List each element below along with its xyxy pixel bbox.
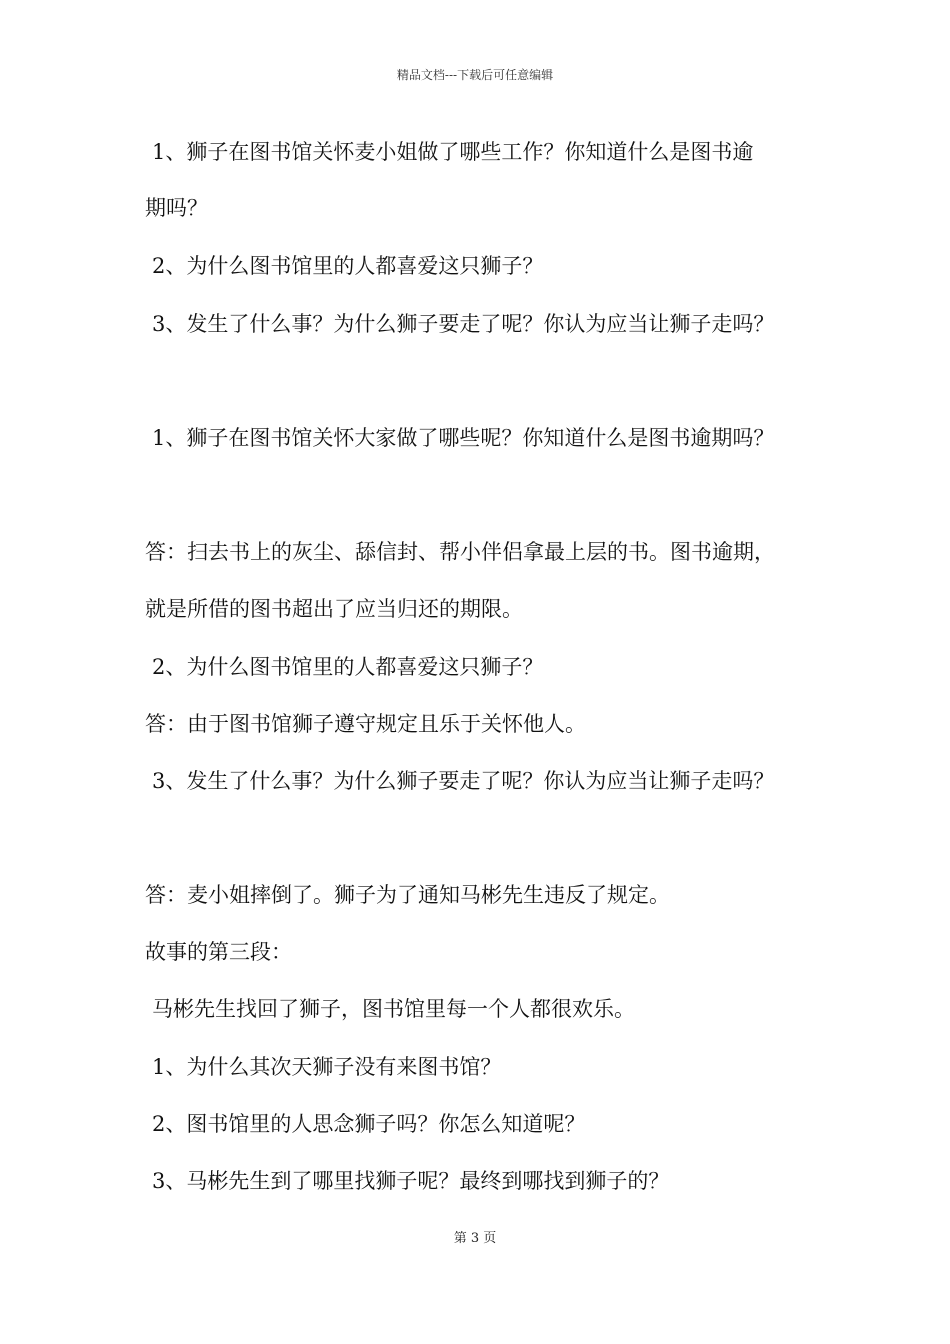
page-header: 精品文档---下载后可任意编辑 (396, 68, 554, 82)
question-1-line-1: 1、狮子在图书馆关怀麦小姐做了哪些工作？你知道什么是图书逾 (152, 140, 754, 164)
section3-question-2: 2、图书馆里的人思念狮子吗？你怎么知道呢？ (152, 1112, 586, 1136)
question-2: 2、为什么图书馆里的人都喜爱这只狮子？ (152, 254, 544, 278)
section3-question-3: 3、马彬先生到了哪里找狮子呢？最终到哪找到狮子的？ (152, 1169, 670, 1193)
answer-2: 答：由于图书馆狮子遵守规定且乐于关怀他人。 (145, 712, 586, 736)
section-summary: 马彬先生找回了狮子，图书馆里每一个人都很欢乐。 (152, 997, 635, 1021)
answer-question-2: 2、为什么图书馆里的人都喜爱这只狮子？ (152, 655, 544, 679)
answer-question-1: 1、狮子在图书馆关怀大家做了哪些呢？你知道什么是图书逾期吗？ (152, 426, 775, 450)
section3-question-1: 1、为什么其次天狮子没有来图书馆？ (152, 1055, 502, 1079)
question-1-line-2: 期吗？ (145, 196, 208, 220)
answer-1-line-2: 就是所借的图书超出了应当归还的期限。 (145, 597, 523, 621)
section-heading: 故事的第三段： (145, 940, 292, 964)
answer-question-3: 3、发生了什么事？为什么狮子要走了呢？你认为应当让狮子走吗？ (152, 769, 775, 793)
question-3: 3、发生了什么事？为什么狮子要走了呢？你认为应当让狮子走吗？ (152, 312, 775, 336)
answer-3: 答：麦小姐摔倒了。狮子为了通知马彬先生违反了规定。 (145, 883, 670, 907)
answer-1-line-1: 答：扫去书上的灰尘、舔信封、帮小伴侣拿最上层的书。图书逾期， (145, 540, 775, 564)
page-number: 第 3 页 (453, 1231, 497, 1246)
